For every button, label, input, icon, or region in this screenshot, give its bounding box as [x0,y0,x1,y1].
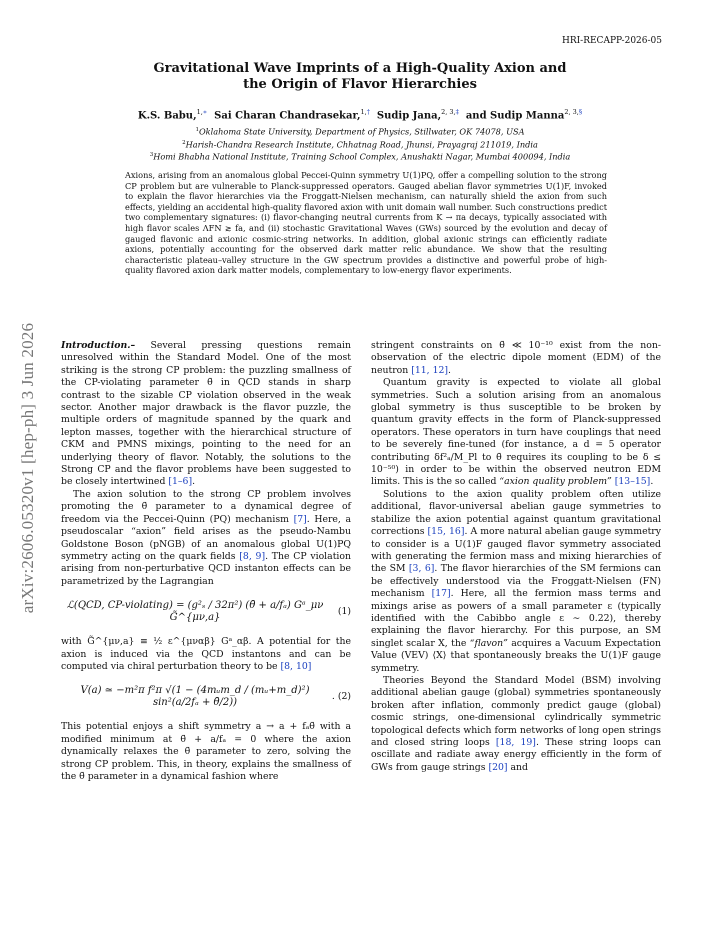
author-affiliation-mark: 2, 3, [441,108,456,116]
citation-link[interactable]: [7] [293,513,307,525]
author-footnote-link[interactable]: ‡ [455,108,459,116]
section-heading-introduction: Introduction.– [61,340,136,351]
body-paragraph: with G̃^{μν,a} ≡ ½ ε^{μναβ} Gᵃ_αβ. A potential for the axion is induced via the QCD instantons and can be computed via chiral perturbation theory to be [8, 10] [61,636,351,672]
author-footnote-link[interactable]: § [578,108,583,116]
body-paragraph: Quantum gravity is expected to violate all global symmetries. Such a solution arising from an anomalous global symmetry is thus susceptible to be broken by quantum gravity effects in the form of Planck-suppressed operators. These operators in turn have couplings that need to be severely fine-tuned (for instance, a d = 5 operator contributing δf²ₐ/M_Pl to θ̄ requires its coupling to be δ ≤ 10⁻⁵⁰) in order to be within the observed neutron EDM limits. This is the so called “axion quality problem” [13–15]. [371,377,661,488]
arxiv-side-stamp [18,265,38,670]
author-affiliation-mark: 2, 3, [564,108,579,116]
citation-link[interactable]: [20] [488,761,508,773]
citation-link[interactable]: [8, 9] [239,550,266,562]
title-line-2: the Origin of Flavor Hierarchies [243,77,477,92]
citation-link[interactable]: [1–6] [168,476,193,488]
citation-link[interactable]: [3, 6] [408,563,435,575]
affiliation-line: $^2$Harish-Chandra Research Institute, Chhatnag Road, Jhunsi, Prayagraj 211019, India [182,139,538,150]
author-list [0,108,720,121]
body-paragraph: Solutions to the axion quality problem often utilize additional, flavor-universal abelian gauge symmetries to stabilize the axion potential against quantum gravitational corrections [15, 16]. A more natural abelian gauge symmetry to consider is a U(1)F gauged flavor symmetry associated with generating the fermion mass and mixing hierarchies of the SM [3, 6]. The flavor hierarchies of the SM fermions can be effectively understood via the Froggatt-Nielsen (FN) mechanism [17]. Here, all the fermion mass terms and mixings arise as powers of a small parameter ε (typically identified with the Cabibbo angle ε ∼ 0.22), thereby explaining the flavor hierarchy. For this purpose, an SM singlet scalar X, the “flavon” acquires a Vacuum Expectation Value (VEV) ⟨X⟩ that spontaneously breaks the U(1)F gauge symmetry. [371,488,662,674]
paper-title [0,61,720,93]
citation-link[interactable]: [8, 10] [280,660,312,672]
arxiv-identifier: arXiv:2606.05320v1 [hep-ph] 3 Jun 2026 [18,322,37,613]
title-line-1: Gravitational Wave Imprints of a High-Quality Axion and [153,61,567,76]
intro-paragraph: Introduction.– Several pressing questions remain unresolved within the Standard Model. One of the most striking is the strong CP problem: the puzzling smallness of the CP-violating parameter θ̄ in QCD stands in sharp contrast to the sizable CP violation observed in the weak sector. Another major drawback is the flavor puzzle, the multiple orders of magnitude spanned by the quark and lepton masses, together with the hierarchical structure of CKM and PMNS mixings, pointing to the need for an underlying theory of flavor. Notably, the solutions to the Strong CP and the flavor problems have been suggested to be closely intertwined [1–6]. [61,340,351,488]
author-name: Sudip Jana, [376,110,442,122]
body-paragraph: This potential enjoys a shift symmetry a → a + fₐθ̄ with a modified minimum at θ̄ + a/fₐ = 0 where the axion dynamically relaxes the θ̄ parameter to zero, solving the strong CP problem. This, in theory, explains the smallness of the θ̄ parameter in a dynamical fashion where [61,721,351,782]
citation-link[interactable]: [15, 16] [427,526,465,538]
author-name: K.S. Babu, [137,110,197,122]
citation-link[interactable]: [13–15] [614,476,651,488]
author-affiliation-mark: 1, [360,108,367,116]
left-column [61,340,351,783]
right-column [371,340,661,774]
affiliations [0,125,720,163]
equation-body: ℒ(QCD, CP-violating) = (g²ₛ / 32π²) (θ̄ + a/fₐ) Gᵃ_μν G̃^{μν,a} [66,599,324,624]
citation-link[interactable]: [18, 19] [495,737,536,748]
author-name: Sai Charan Chandrasekar, [214,110,361,122]
affiliation-line: $^1$Oklahoma State University, Department of Physics, Stillwater, OK 74078, USA [195,126,525,137]
citation-link[interactable]: [17] [431,588,451,600]
body-paragraph: The axion solution to the strong CP problem involves promoting the θ̄ parameter to a dynamical degree of freedom via the Peccei-Quinn (PQ) mechanism [7]. Here, a pseudoscalar “axion” field arises as the pseudo-Nambu Goldstone Boson (pNGB) of an anomalous global U(1)PQ symmetry acting on the quark fields [8, 9]. The CP violation arising from non-perturbative QCD instanton effects can be parametrized by the Lagrangian [61,488,352,587]
author-name: and Sudip Manna [465,110,565,122]
abstract: Axions, arising from an anomalous global Peccei-Quinn symmetry U(1)PQ, offer a compelling solution to the strong CP problem but are vulnerable to Planck-suppressed operators. Gauged abelian flavor symmetries U(1)F, invoked to explain the flavor hierarchies via the Froggatt-Nielsen mechanism, can naturally shield the axion from such effects, yielding an accidental high-quality flavored axion with unit domain wall number. Such constructions predict two complementary signatures: (i) flavor-changing neutral currents from K → πa decays, typically associated with high flavor scales ΛFN ≳ fa, and (ii) stochastic Gravitational Waves (GWs) sourced by the evolution and decay of gauged flavonic and axionic cosmic-string networks. In addition, global axionic strings can efficiently radiate axions, potentially accounting for the observed dark matter relic abundance. We show that the resulting characteristic plateau–valley structure in the GW spectrum provides a distinctive and powerful probe of high-quality flavored axion dark matter models, complementary to low-energy flavor experiments. [125,170,607,276]
equation-number: . (2) [331,691,351,703]
body-paragraph: stringent constraints on θ̄ ≪ 10⁻¹⁰ exist from the non-observation of the electric dipole moment (EDM) of the neutron [11, 12]. [371,340,661,376]
citation-link[interactable]: [11, 12] [411,364,449,376]
equation-number: (1) [337,605,351,617]
emphasis: “axion quality problem” [499,476,612,488]
affiliation-line: $^3$Homi Bhabha National Institute, Training School Complex, Anushakti Nagar, Mumbai 400094, India [149,152,571,163]
author-affiliation-mark: 1, [196,108,203,116]
equation-body: V(a) ≃ −m²π f²π √(1 − (4mᵤm_d / (mᵤ+m_d)²) sin²(a/2fₐ + θ̄/2)) [80,684,310,709]
report-number: HRI-RECAPP-2026-05 [561,36,662,46]
equation-1 [61,596,351,628]
author-footnote-link[interactable]: ∗ [202,108,208,116]
emphasis: “flavon” [469,637,508,649]
author-footnote-link[interactable]: † [366,108,370,116]
body-paragraph: Theories Beyond the Standard Model (BSM) involving additional abelian gauge (global) symmetries spontaneously broken after inflation, commonly predict gauge (global) cosmic strings, one-dimensional cylindrically symmetric topological defects which form networks of long open strings and closed string loops [18, 19]. These string loops can oscillate and radiate away energy efficiently in the form of GWs from gauge strings [20] and [371,674,662,773]
equation-2 [61,681,351,713]
